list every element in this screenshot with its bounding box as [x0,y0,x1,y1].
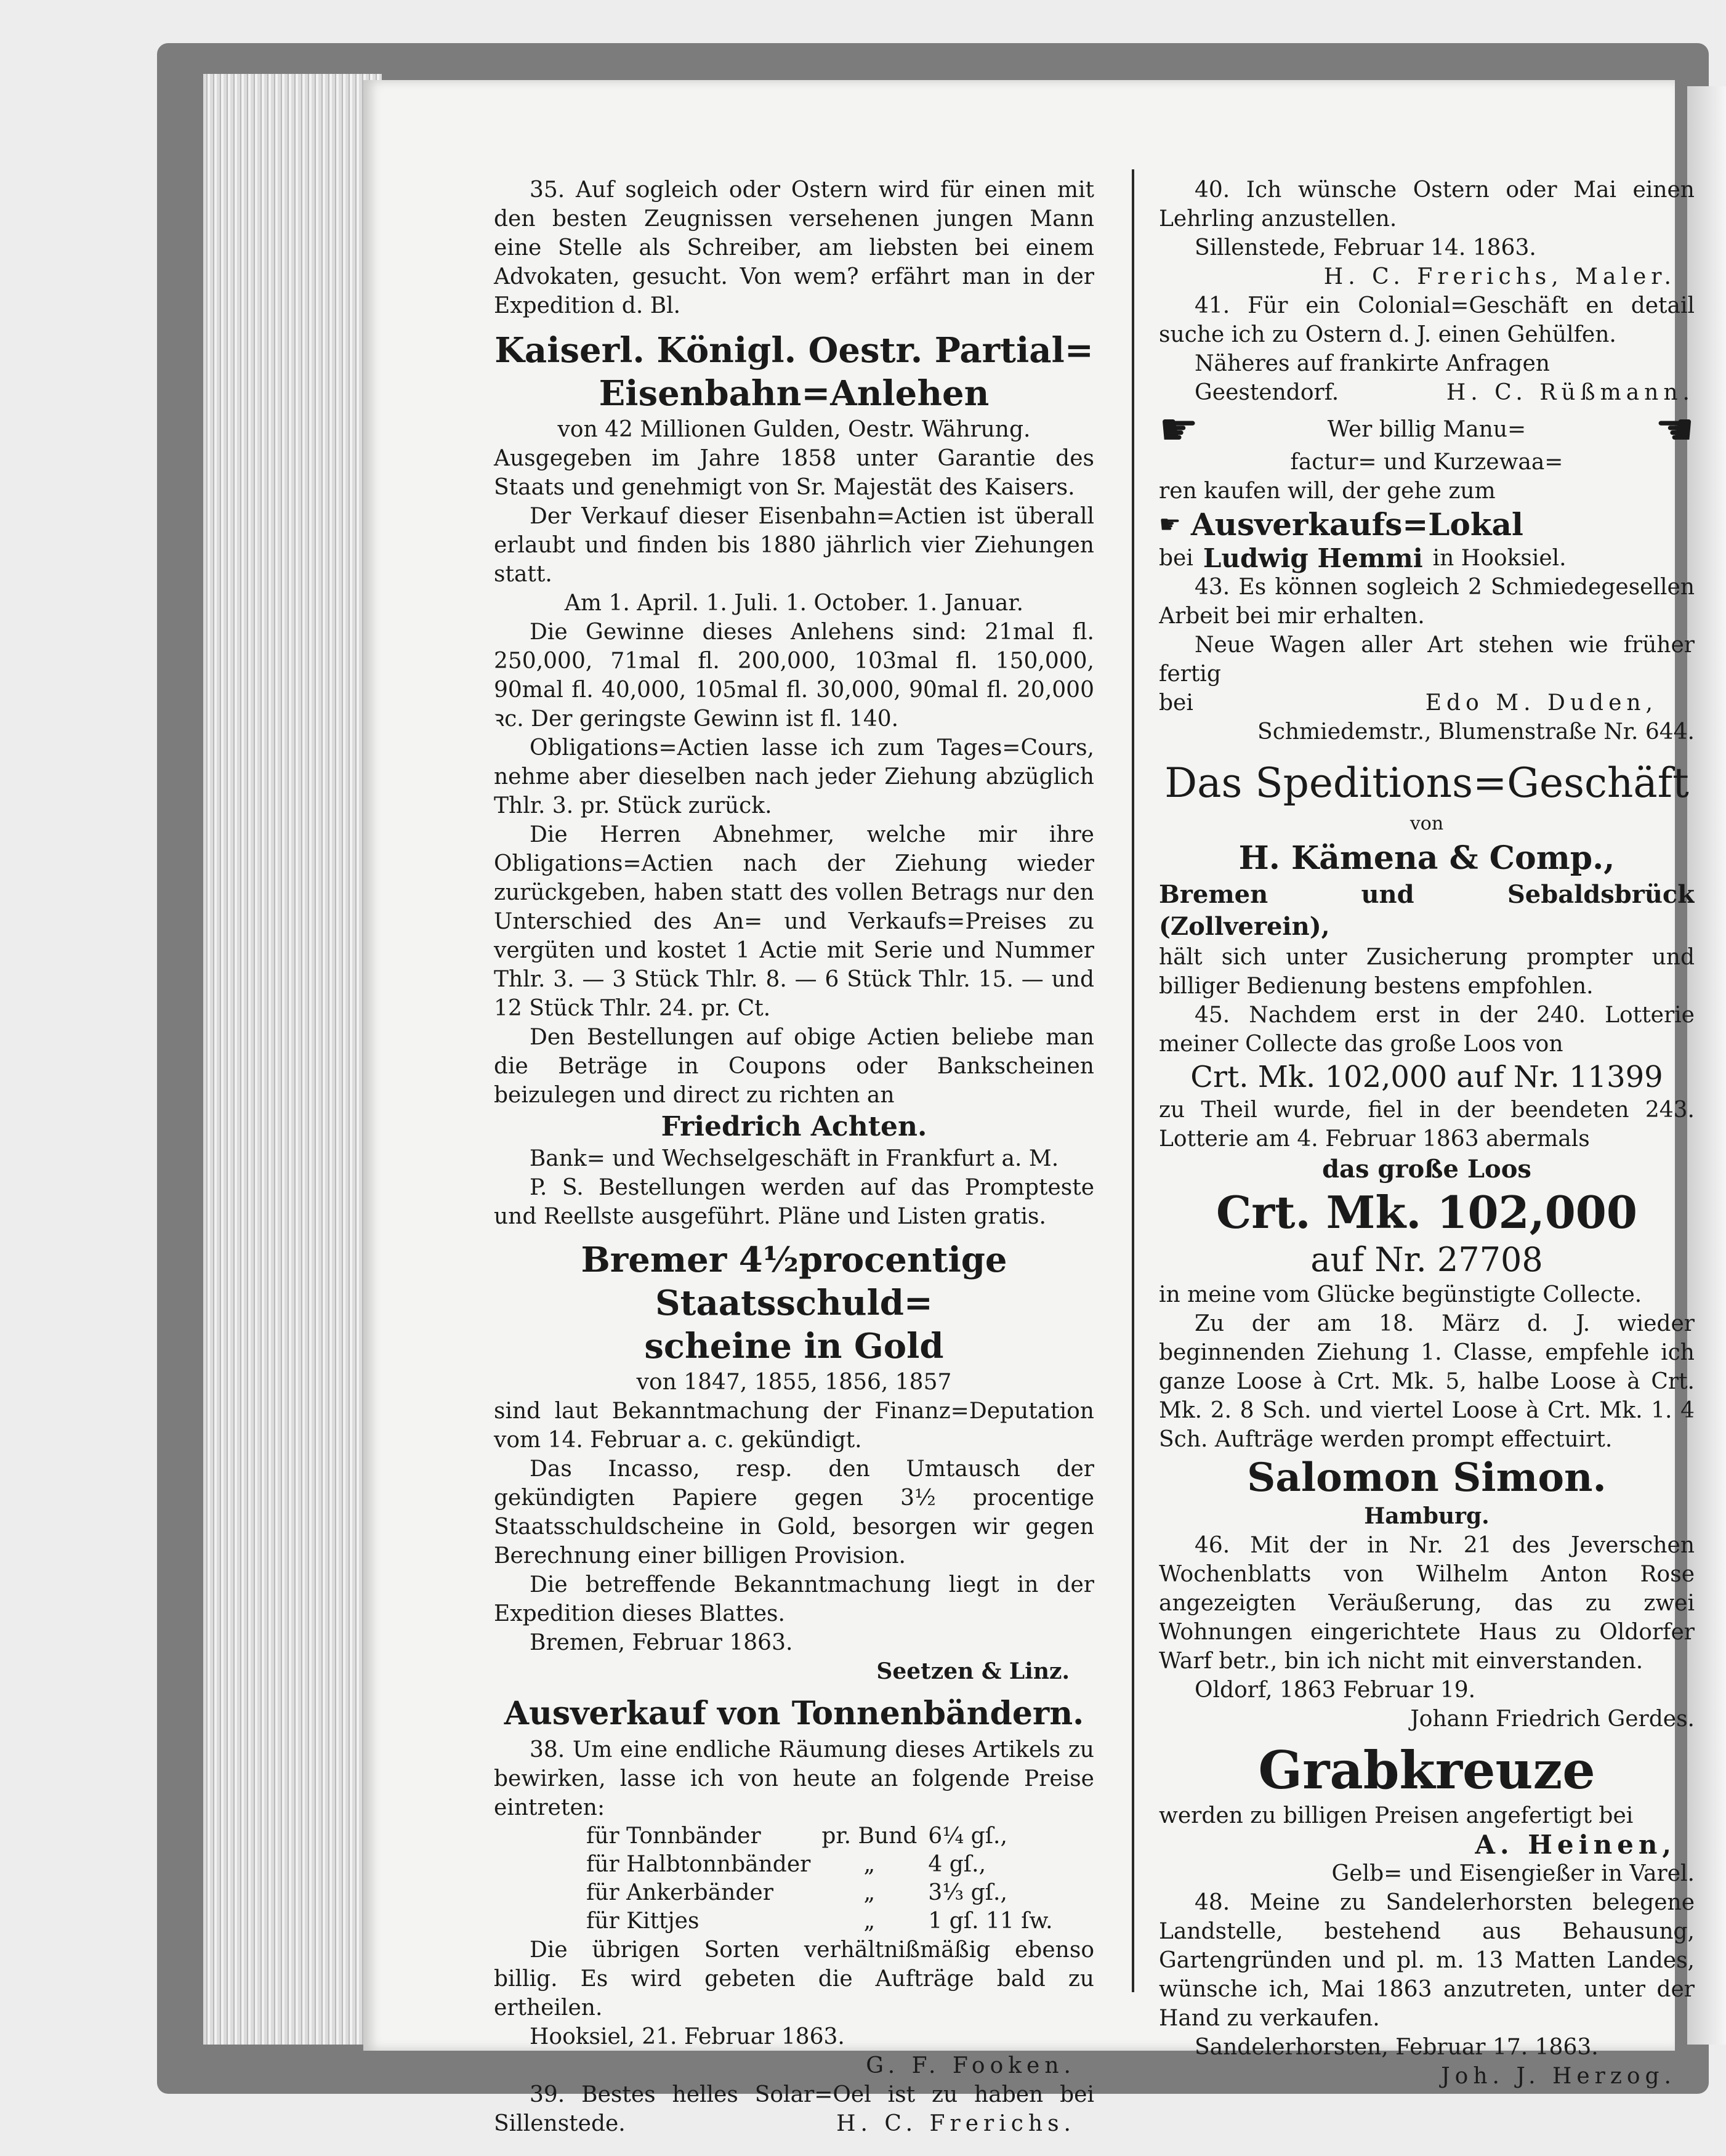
price-unit: pr. Bund [821,1823,917,1849]
ad-43-signer: Edo M. Duden, [1425,690,1658,716]
ad-40-signer: H. C. Frerichs, Maler. [1323,264,1676,289]
ad-39 [494,2080,1094,2138]
loan-title: Kaiserl. Königl. Oestr. Partial= [494,330,1094,371]
price-value: 6¼ gſ., [928,1823,1007,1849]
loan-p2: Der Verkauf dieser Eisenbahn=Actien ist überall erlaubt und finden bis 1880 jährlich vier Ziehungen statt. [494,504,1094,587]
bremen-place: Bremen, Februar 1863. [530,1630,793,1655]
ad-47-p1: werden zu billigen Preisen angefertigt bei [1159,1803,1634,1828]
left-column [494,176,1094,2138]
loan-title-2: Eisenbahn=Anlehen [599,373,990,414]
ad-41-signer: H. C. Rüßmann. [1446,380,1695,405]
ad-44-firm: H. Kämena & Comp., [1238,839,1615,877]
ad-45-p3: Zu der am 18. März d. J. wieder beginnenden Ziehung 1. Classe, empfehle ich ganze Loose à Crt. Mk. 5, halbe Loose à Crt. Mk. 2. 8 Sch. und viertel Loose à Crt. Mk. 1. 4 Sch. Aufträge werden prompt effectuirt. [1159,1311,1695,1452]
price-unit: „ [863,1908,876,1934]
ad-40-text: 40. Ich wünsche Ostern oder Mai einen Lehrling anzustellen. [1159,177,1695,232]
column-rule [1132,169,1134,1992]
loan-p3: Die Gewinne dieses Anlehens sind: 21mal fl. 250,000, 71mal fl. 200,000, 103mal fl. 150,000, 90mal fl. 40,000, 105mal fl. 30,000, 90mal fl. 20,000 ꝛc. Der geringste Gewinn ist fl. 140. [494,620,1094,732]
loan-signer-firm: Bank= und Wechselgeschäft in Frankfurt a. M. [529,1146,1059,1171]
ad-39-signer: H. C. Frerichs. [836,2111,1076,2136]
ad-47-title: Grabkreuze [1258,1740,1595,1801]
bremen-p1: sind laut Bekanntmachung der Finanz=Deputation vom 14. Februar a. c. gekündigt. [494,1399,1094,1453]
ad-45-signer: Salomon Simon. [1247,1455,1607,1501]
ad-46-text: 46. Mit der in Nr. 21 des Jeverschen Wochenblatts von Wilhelm Anton Rose angezeigten Veräußerung, das zu zwei Wohnungen eingerichtete Haus zu Oldorfer Warf betr., bin ich nicht mit einverstanden. [1159,1533,1695,1674]
ad-43-signer-row [1159,688,1695,717]
ad-38 [494,1692,1094,2080]
ad-47 [1159,1740,1695,1888]
ad-41-footer [1159,378,1695,407]
ad-38-signer: G. F. Fooken. [866,2053,1076,2078]
price-row [586,1879,1064,1907]
ad-41-note: Näheres auf frankirte Anfragen [1195,351,1550,376]
loan-dates: Am 1. April. 1. Juli. 1. October. 1. Januar. [564,591,1024,616]
ad-42-headline-row [1159,506,1695,544]
price-table [586,1822,1064,1936]
ad-42-row-1 [1159,403,1695,455]
ad-46 [1159,1531,1695,1734]
ad-48 [1159,1888,1695,2091]
ad-38-place: Hooksiel, 21. Februar 1863. [530,2024,845,2049]
ad-45-win1: Crt. Mk. 102,000 auf Nr. 11399 [1190,1060,1663,1094]
price-value: 3⅓ gſ., [928,1880,1007,1905]
right-column [1159,176,1695,2091]
ad-42-line1: Wer billig Manu= [1327,416,1526,442]
ad-42-bei-row [1159,544,1695,573]
ad-38-title: Ausverkauf von Tonnenbändern. [504,1695,1084,1732]
ad-44-place: Bremen und Sebaldsbrück (Zollverein), [1159,880,1695,941]
ad-44-title: Das Speditions=Geschäft [1164,759,1689,807]
loan-p1: Ausgegeben im Jahre 1858 unter Garantie des Staats und genehmigt von Sr. Majestät des Kaisers. [494,446,1094,500]
hand-pointing-right-icon: ☛ [1159,403,1199,455]
ad-41-text: 41. Für ein Colonial=Geschäft en detail suche ich zu Ostern d. J. einen Gehülfen. [1159,293,1695,347]
ad-43 [1159,573,1695,746]
price-row [586,1851,1064,1879]
price-item: für Tonnbänder [586,1823,761,1849]
price-row [586,1907,1064,1936]
ad-44 [1159,757,1695,1001]
loan-signer: Friedrich Achten. [661,1111,927,1142]
ad-45-city: Hamburg. [1364,1503,1490,1529]
ad-42-line3: ren kaufen will, der gehe zum [1159,478,1496,504]
price-unit: „ [863,1852,876,1877]
ad-35-text: 35. Auf sogleich oder Ostern wird für einen mit den besten Zeugnissen versehenen jungen Mann eine Stelle als Schreiber, am liebsten bei einem Advokaten, gesucht. Von wem? erfährt man in der Expedition d. Bl. [494,177,1094,318]
ad-43-address: Schmiedemstr., Blumenstraße Nr. 644. [1257,719,1695,745]
price-unit: „ [863,1880,876,1905]
ad-38-p2: Die übrigen Sorten verhältnißmäßig ebenso billig. Es wird gebeten die Aufträge bald zu ertheilen. [494,1937,1094,2021]
ad-44-text: hält sich unter Zusicherung prompter und billiger Bedienung bestens empfohlen. [1159,945,1695,999]
bremen-p2: Das Incasso, resp. den Umtausch der gekündigten Papiere gegen 3½ procentige Staatsschuldscheine in Gold, besorgen wir gegen Berechnung einer billigen Provision. [494,1456,1094,1569]
ad-48-text: 48. Meine zu Sandelerhorsten belegene Landstelle, bestehend aus Behausung, Gartengründen und pl. m. 13 Matten Landes, wünsche ich, Mai 1863 anzutreten, unter der Hand zu verkaufen. [1159,1890,1695,2031]
loan-p4: Obligations=Actien lasse ich zum Tages=Cours, nehme aber dieselben nach jeder Ziehung abzüglich Thlr. 3. pr. Stück zurück. [494,735,1094,818]
hand-pointing-left-icon: ☚ [1655,403,1695,455]
page-edges [203,74,382,2045]
ad-45-amount: Crt. Mk. 102,000 [1216,1186,1637,1238]
ad-39-text: 39. Bestes helles Solar=Oel ist zu haben bei Sillenstede. [494,2082,1094,2136]
ad-42 [1159,403,1695,573]
ad-44-von: von [1409,813,1444,834]
loan-subtitle: von 42 Millionen Gulden, Oestr. Währung. [557,417,1031,442]
ad-38-intro: 38. Um eine endliche Räumung dieses Artikels zu bewirken, lasse ich von heute an folgende Preise eintreten: [494,1737,1094,1820]
ad-45 [1159,1001,1695,1531]
price-item: für Halbtonnbänder [586,1852,811,1877]
loan-p6: Den Bestellungen auf obige Actien beliebe man die Beträge in Coupons oder Bankscheinen beizulegen und direct zu richten an [494,1025,1094,1108]
ad-43-text: 43. Es können sogleich 2 Schmiedegesellen Arbeit bei mir erhalten. [1159,575,1695,629]
ad-47-firm: Gelb= und Eisengießer in Varel. [1331,1861,1695,1886]
price-item: für Ankerbänder [586,1880,773,1905]
ad-48-place: Sandelerhorsten, Februar 17. 1863. [1195,2035,1599,2060]
ad-46-signer: Johann Friedrich Gerdes. [1410,1706,1695,1732]
small-hand-pointing-icon: ☛ [1159,510,1181,539]
ad-48-signer: Joh. J. Herzog. [1441,2064,1676,2089]
ad-partial-loan [494,329,1094,1231]
bremen-signer: Seetzen & Linz. [876,1658,1070,1684]
ad-bremen-bonds [494,1238,1094,1686]
ad-45-p1: zu Theil wurde, fiel in der beendeten 243. Lotterie am 4. Februar 1863 abermals [1159,1097,1695,1152]
ad-41-place: Geestendorf. [1195,380,1339,405]
price-row [586,1822,1064,1851]
ad-43-note: Neue Wagen aller Art stehen wie früher fertig [1159,632,1695,687]
bremen-title: Bremer 4½procentige Staatsschuld= [581,1240,1007,1323]
ad-45-nr: auf Nr. 27708 [1310,1240,1543,1279]
bremen-p3: Die betreffende Bekanntmachung liegt in der Expedition dieses Blattes. [494,1572,1094,1626]
ad-40-place: Sillenstede, Februar 14. 1863. [1195,235,1536,260]
ad-47-signer: A. Heinen, [1475,1830,1676,1860]
bremen-title-2: scheine in Gold [644,1326,944,1367]
ad-42-bei: bei [1159,546,1193,571]
ad-41 [1159,291,1695,407]
loan-ps: P. S. Bestellungen werden auf das Prompteste und Reellste ausgeführt. Pläne und Listen gratis. [494,1175,1094,1229]
ad-42-line2: factur= und Kurzewaa= [1290,450,1563,475]
ad-42-place: in Hooksiel. [1432,546,1567,571]
ad-45-intro: 45. Nachdem erst in der 240. Lotterie meiner Collecte das große Loos von [1159,1003,1695,1057]
ad-43-bei: bei [1159,690,1193,716]
bremen-years: von 1847, 1855, 1856, 1857 [636,1370,952,1395]
ad-46-place: Oldorf, 1863 Februar 19. [1195,1678,1476,1703]
ad-45-loos: das große Loos [1322,1155,1531,1184]
price-value: 4 gſ., [928,1852,986,1877]
ad-40 [1159,176,1695,291]
price-value: 1 gſ. 11 ſw. [928,1908,1053,1934]
price-item: für Kittjes [586,1908,700,1934]
ad-42-headline: Ausverkaufs=Lokal [1190,506,1523,543]
ad-42-name: Ludwig Hemmi [1203,543,1423,573]
ad-45-p2: in meine vom Glücke begünstigte Collecte. [1159,1282,1642,1307]
loan-p5: Die Herren Abnehmer, welche mir ihre Obligations=Actien nach der Ziehung wieder zurückgeben, haben statt des vollen Betrags nur den Unterschied des An= und Verkaufs=Preises zu vergüten und kostet 1 Actie mit Serie und Nummer Thlr. 3. — 3 Stück Thlr. 8. — 6 Stück Thlr. 15. — und 12 Stück Thlr. 24. pr. Ct. [494,822,1094,1021]
